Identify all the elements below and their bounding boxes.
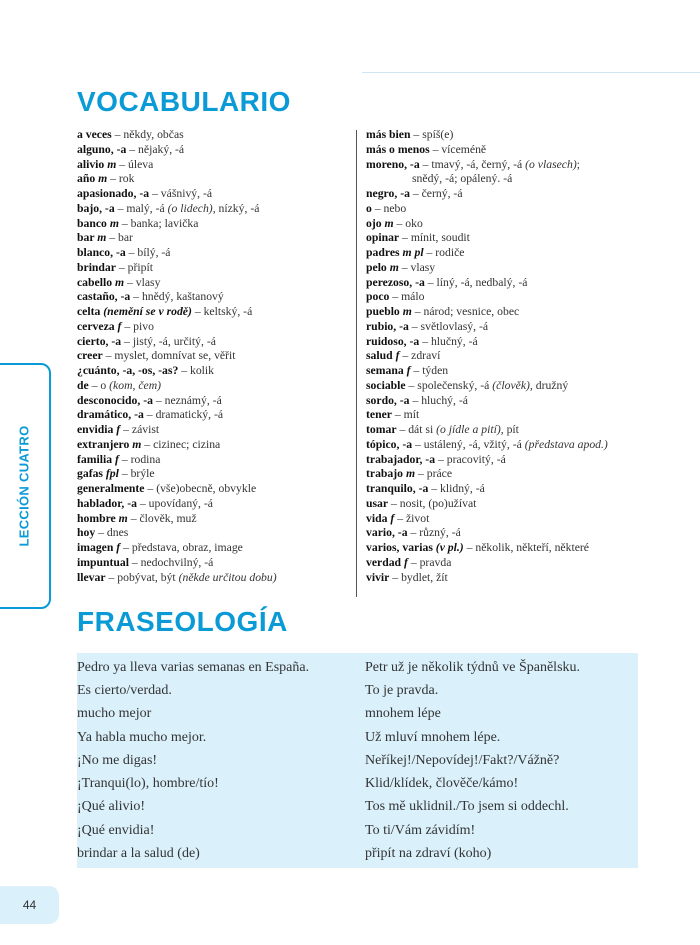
vocab-part: – upovídaný, -á [136,496,213,510]
vocab-term: hoy [77,526,96,540]
vocab-entry [77,246,353,261]
phrase-row [77,703,638,726]
vocab-entry [366,408,686,423]
vocab-entry [366,202,686,217]
vocab-entry [77,335,353,350]
phrase-spanish: brindar a la salud (de) [77,846,200,862]
vocab-part: m [98,172,108,186]
vocab-term: salud [366,349,396,363]
vocab-part: – práce [415,467,453,481]
column-divider [356,130,357,597]
vocab-term: vario, -a [366,526,408,540]
vocab-part: ; [576,157,580,171]
vocab-term: envidia [77,423,117,436]
vocab-entry [366,394,686,409]
vocab-part: (o lidech) [167,201,213,215]
vocab-part: f [390,511,395,525]
vocab-part: m [384,216,394,230]
phrase-spanish: Pedro ya lleva varias semanas en España. [77,659,310,675]
vocab-term: perezoso, -a [366,275,425,289]
vocab-term: ¿cuánto, -a, -os, -as? [77,364,179,377]
vocab-part: (někde určitou dobu) [178,570,277,584]
vocab-entry [77,364,353,379]
vocab-entry [77,128,353,143]
vocab-term: cierto, -a [77,334,122,348]
vocab-entry [366,187,686,202]
vocab-entry [366,320,686,335]
phrase-spanish: mucho mejor [77,706,152,722]
vocab-part: m [132,437,142,451]
phrase-row [77,772,638,795]
phrase-spanish: ¡Qué alivio! [77,799,146,815]
vocab-term: pueblo [366,305,403,318]
vocab-entry [366,172,686,187]
phrase-spanish: ¡Qué envidia! [77,822,155,838]
vocab-part: – týden [410,364,449,377]
lesson-side-tab [0,363,51,609]
vocab-part: – pracovitý, -á [435,452,506,466]
vocab-entry [366,512,686,527]
vocab-term: ruidoso, -a [366,334,420,348]
vocab-term: poco [366,290,390,304]
phraseology-table [77,653,638,868]
vocab-entry [77,556,353,571]
vocab-part: f [116,541,121,554]
vocab-part: f [116,423,121,436]
vocab-term: apasionado, -a [77,187,150,200]
vocab-term: o [366,201,372,215]
vocab-part: – o [88,378,110,392]
vocab-part: , pít [500,423,519,436]
vocab-part: – keltský, -á [191,305,253,318]
vocab-entry [366,349,686,364]
vocab-term: rubio, -a [366,319,409,333]
vocab-term: pelo [366,260,390,274]
vocab-entry [77,290,353,305]
vocab-term: tener [366,408,392,422]
vocab-part: – nějaký, -á [126,142,185,156]
phrase-spanish: ¡Tranqui(lo), hombre/tío! [77,776,219,792]
vocab-part: – líný, -á, nedbalý, -á [424,275,528,289]
vocab-part: – připít [115,260,153,274]
vocab-part: – rodina [118,452,161,466]
vocab-term: tomar [366,423,397,436]
vocab-part: m [97,231,107,245]
vocab-part: – málo [389,290,425,304]
phrase-row [77,749,638,772]
vocab-term: negro, -a [366,187,410,200]
phraseology-title: FRASEOLOGÍA [77,606,288,637]
vocab-part: – hlučný, -á [419,334,478,348]
vocab-entry [366,423,686,438]
vocab-part: snědý, -á; opálený. -á [412,172,513,186]
vocab-part: – myslet, domnívat se, věřit [102,349,236,363]
vocab-term: usar [366,496,389,510]
vocab-term: opinar [366,231,400,245]
vocab-term: de [77,378,89,392]
vocab-entry [77,320,353,335]
vocab-term: vida [366,511,391,525]
vocab-term: alivio [77,157,108,171]
phrase-czech: připít na zdraví (koho) [365,846,492,862]
vocab-term: hablador, -a [77,496,137,510]
vocab-part: (představa apod.) [524,437,608,451]
vocab-entry [366,246,686,261]
vocab-part: fpl [105,467,119,481]
phrase-row [77,679,638,702]
phrase-czech: Už mluví mnohem lépe. [365,729,501,745]
vocab-term: dramático, -a [77,408,144,422]
vocab-term: creer [77,349,103,363]
vocab-part: – mít [391,408,420,422]
vocab-part: – spíš(e) [410,128,454,141]
vocab-term: hombre [77,511,119,525]
vocab-entry [77,512,353,527]
vocab-entry [77,305,353,320]
vocab-entry [366,290,686,305]
vocab-term: sociable [366,378,406,392]
vocab-part: – národ; vesnice, obec [411,305,520,318]
vocab-term: tranquilo, -a [366,482,429,495]
vocab-part: m [402,305,412,318]
phrase-row [77,656,638,679]
vocab-entry [77,467,353,482]
vocab-part: (v pl.) [435,541,464,554]
vocab-part: – hnědý, kaštanový [130,290,224,304]
vocab-term: cerveza [77,319,118,333]
vocab-term: trabajo [366,467,406,481]
vocab-term: tópico, -a [366,437,413,451]
vocab-part: – černý, -á [409,187,463,200]
vocab-part: f [117,319,122,333]
vocab-part: , nízký, -á [212,201,260,215]
vocab-part: – dnes [95,526,129,540]
vocab-part: – dramatický, -á [143,408,224,422]
vocab-part: – nosit, (po)užívat [388,496,477,510]
vocab-part: m [109,216,119,230]
vocab-term: trabajador, -a [366,452,436,466]
vocab-part: m [405,467,416,481]
vocab-part: – (vše)obecně, obvykle [144,482,257,495]
vocab-entry [77,187,353,202]
phrase-row [77,796,638,819]
vocab-part: – oko [393,216,423,230]
vocab-entry [366,231,686,246]
vocab-part: (člověk) [492,378,530,392]
vocab-part: – banka; lavička [118,216,199,230]
vocab-entry [77,231,353,246]
vocab-entry [366,335,686,350]
vocab-term: más bien [366,128,411,141]
vocab-term: vivir [366,570,390,584]
vocab-entry [366,453,686,468]
vocab-part: – víceméně [429,142,487,156]
vocab-term: brindar [77,260,116,274]
top-rule [362,72,700,73]
vocab-part: – pobývat, být [105,570,179,584]
vocab-part: , družný [529,378,569,392]
vocab-part: – bydlet, žít [389,570,448,584]
vocab-entry [366,438,686,453]
vocab-part: – kolik [178,364,215,377]
vocab-entry [366,482,686,497]
vocab-part: – dát si [396,423,437,436]
phrase-row [77,726,638,749]
vocab-term: a veces [77,128,112,141]
vocab-part: – malý, -á [114,201,168,215]
vocab-part: f [395,349,400,363]
vocab-part: f [403,555,408,569]
vocab-entry [366,276,686,291]
vocab-entry [366,497,686,512]
vocab-term: desconocido, -a [77,393,153,407]
vocab-term: ojo [366,216,385,230]
vocab-entry [366,143,686,158]
vocab-part: – hluchý, -á [409,393,468,407]
vocab-part: – jistý, -á, určitý, -á [121,334,216,348]
vocab-entry [77,408,353,423]
vocab-part: – závist [120,423,160,436]
vocab-entry [77,394,353,409]
vocab-part: – brýle [118,467,155,481]
vocab-term: moreno, -a [366,157,420,171]
vocab-term: varios, varias [366,541,436,554]
vocab-part: – nebo [371,201,407,215]
vocab-part: – člověk, muž [127,511,197,525]
vocab-entry [77,438,353,453]
vocab-term: sordo, -a [366,393,410,407]
vocab-part: m [118,511,128,525]
vocab-term: blanco, -a [77,246,126,259]
vocab-term: banco [77,216,110,230]
vocab-entry [77,202,353,217]
vocab-part: – bar [106,231,133,245]
vocab-part: (nemění se v rodě) [103,305,192,318]
vocab-part: – klidný, -á [428,482,485,495]
phrase-czech: mnohem lépe [365,706,441,722]
vocab-part: (o vlasech) [525,157,577,171]
vocab-entry [366,379,686,394]
vocab-part: – několik, někteří, některé [463,541,589,554]
vocab-term: bajo, -a [77,201,115,215]
vocab-entry [366,128,686,143]
vocab-part: – ustálený, -á, vžitý, -á [412,437,525,451]
vocabulary-right-column [366,128,686,585]
vocab-part: – bílý, -á [125,246,171,259]
phrase-czech: Tos mě uklidnil./To jsem si oddechl. [365,799,569,815]
lesson-label: LECCIÓN CUATRO [16,425,31,547]
vocab-term: semana [366,364,407,377]
vocab-entry [77,143,353,158]
vocab-part: – vlasy [398,260,436,274]
vocab-part: – vášnivý, -á [149,187,213,200]
vocab-part: m pl [402,246,424,259]
vocab-part: – nedochvilný, -á [128,555,214,569]
phrase-spanish: ¡No me digas! [77,752,158,768]
vocab-entry [366,261,686,276]
vocab-part: f [114,452,119,466]
vocab-entry [77,423,353,438]
vocab-entry [77,158,353,173]
vocab-term: gafas [77,467,106,481]
vocab-part: – zdraví [399,349,441,363]
vocab-term: generalmente [77,482,145,495]
vocab-entry [77,217,353,232]
vocab-part: – rok [107,172,135,186]
phrase-czech: To ti/Vám závidím! [365,822,476,838]
vocab-term: cabello [77,275,115,289]
vocab-part: m [389,260,399,274]
vocab-entry [77,172,353,187]
vocab-term: celta [77,305,104,318]
vocab-term: alguno, -a [77,142,127,156]
vocab-entry [77,482,353,497]
vocabulary-left-column [77,128,353,585]
vocab-term: año [77,172,99,186]
vocab-term: padres [366,246,403,259]
vocab-entry [77,541,353,556]
vocab-part: – život [394,511,430,525]
vocab-part: – tmavý, -á, černý, -á [419,157,526,171]
vocab-part: – společenský, -á [405,378,493,392]
vocab-part: – cizinec; cizina [141,437,221,451]
vocab-entry [366,571,686,586]
vocab-part: – představa, obraz, image [120,541,243,554]
vocab-entry [366,305,686,320]
vocab-term: bar [77,231,98,245]
vocab-part: – různý, -á [407,526,461,540]
vocab-entry [77,379,353,394]
phrase-czech: Petr už je několik týdnů ve Španělsku. [365,659,581,675]
vocab-term: castaño, -a [77,290,131,304]
phrase-row [77,842,638,865]
vocab-entry [77,497,353,512]
vocab-term: imagen [77,541,117,554]
vocab-part: f [406,364,411,377]
vocab-part: – někdy, občas [111,128,184,141]
vocab-part: – mínit, soudit [399,231,470,245]
vocab-part: (o jídle a pití) [436,423,501,436]
vocab-term: verdad [366,555,404,569]
vocab-part: m [107,157,117,171]
phrase-czech: To je pravda. [365,682,439,698]
vocab-entry [366,467,686,482]
phrase-czech: Neříkej!/Nepovídej!/Fakt?/Vážně? [365,752,560,768]
vocab-term: impuntual [77,555,129,569]
vocab-entry [77,526,353,541]
vocab-entry [366,364,686,379]
vocab-part: – úleva [116,157,154,171]
vocab-part: m [114,275,125,289]
vocab-part: – pravda [407,555,452,569]
vocab-part: – rodiče [423,246,465,259]
vocab-part: (kom, čem) [109,378,162,392]
vocab-entry [366,217,686,232]
vocab-term: extranjero [77,437,133,451]
vocab-entry [77,261,353,276]
vocab-part: – neznámý, -á [152,393,222,407]
vocab-entry [366,526,686,541]
vocab-part: – vlasy [124,275,161,289]
page-number: 44 [0,886,59,924]
vocab-entry [77,349,353,364]
vocab-entry [366,158,686,173]
vocab-term: más o menos [366,142,430,156]
vocab-part: – pivo [121,319,154,333]
vocabulary-title: VOCABULARIO [77,86,291,117]
phrase-spanish: Ya habla mucho mejor. [77,729,207,745]
vocab-entry [77,571,353,586]
vocab-part: – světlovlasý, -á [408,319,489,333]
vocab-entry [77,453,353,468]
phrase-czech: Klid/klídek, člověče/kámo! [365,776,519,792]
vocab-entry [366,556,686,571]
phrase-row [77,819,638,842]
phrase-spanish: Es cierto/verdad. [77,682,172,698]
vocab-term: llevar [77,570,106,584]
vocab-term: familia [77,452,115,466]
vocab-entry [77,276,353,291]
vocab-entry [366,541,686,556]
